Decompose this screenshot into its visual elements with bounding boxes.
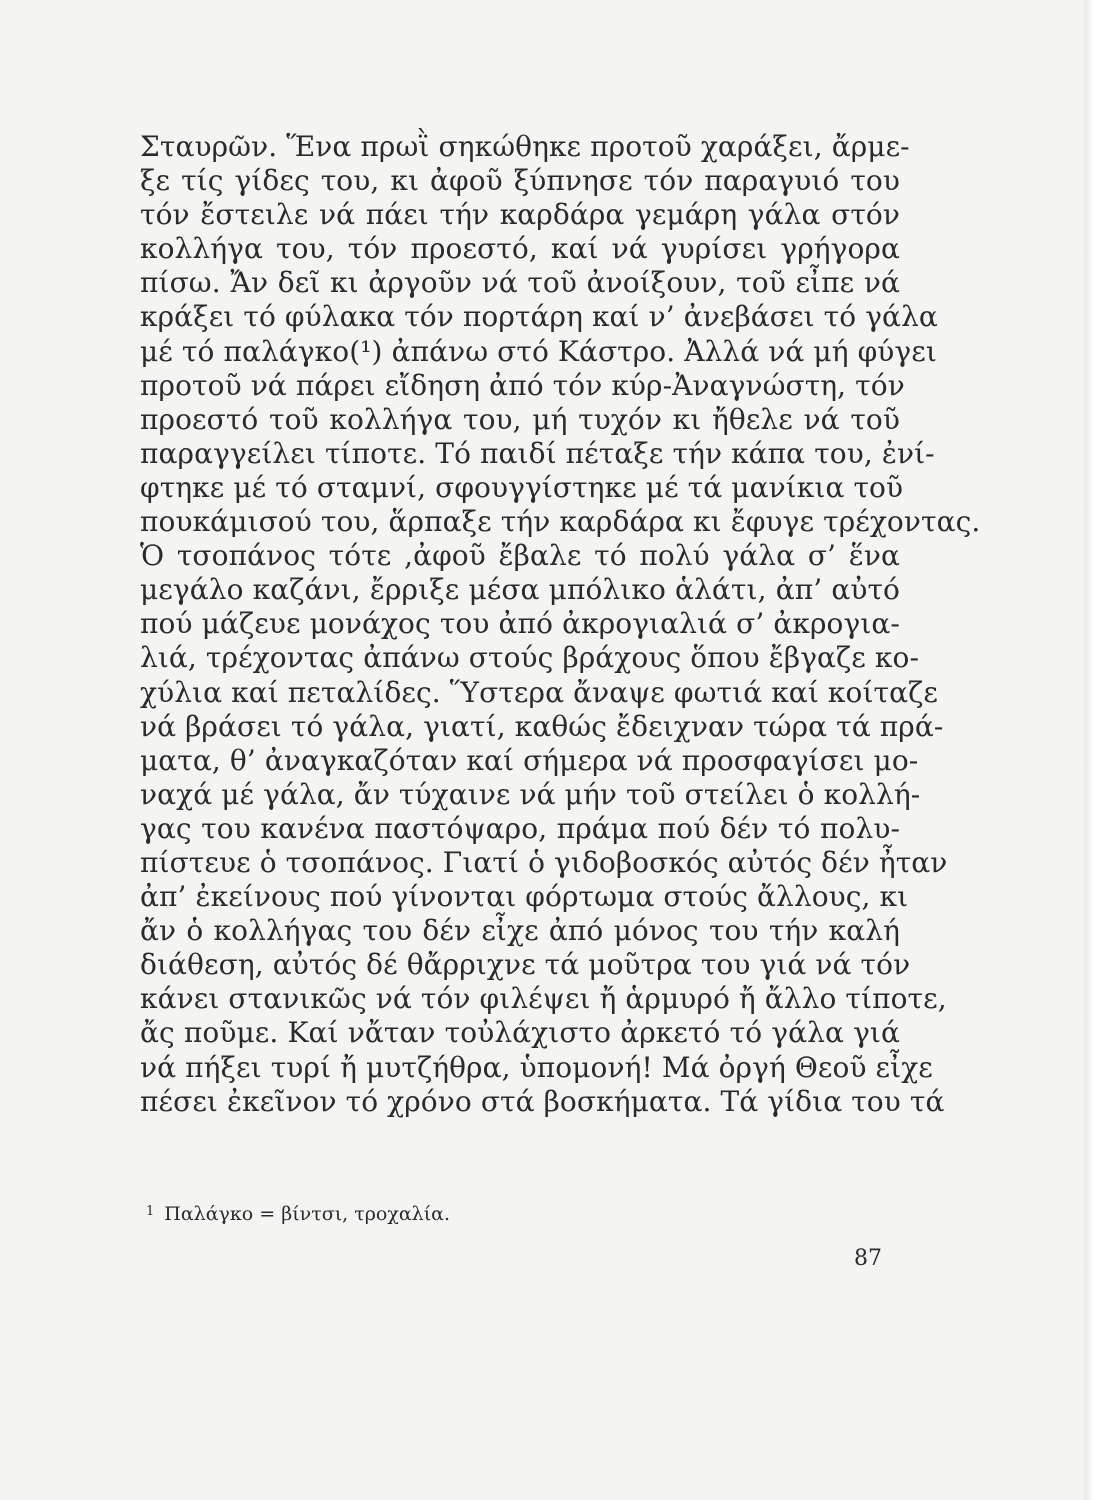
text-line: λιά, τρέχοντας ἀπάνω στούς βράχους ὅπου ἔβγαζε κο- (140, 641, 920, 675)
text-line: κάνει στανικῶς νά τόν φιλέψει ἤ ἁρμυρό ἤ ἄλλο τίποτε, (140, 982, 947, 1016)
text-line: ἄς ποῦμε. Καί νἄταν τοὐλάχιστο ἀρκετό τό γάλα γιά (140, 1016, 900, 1050)
text-line: πέσει ἐκεῖνον τό χρόνο στά βοσκήματα. Τά γίδια του τά (140, 1084, 945, 1118)
text-line: τόν ἔστειλε νά πάει τήν καρδάρα γεμάρη γάλα στόν (140, 198, 900, 232)
page-number: 87 (854, 1246, 882, 1271)
body-text (140, 130, 981, 1119)
text-line: πίστευε ὁ τσοπάνος. Γιατί ὁ γιδοβοσκός αὐτός δέν ἦταν (140, 845, 948, 879)
text-line: κολλήγα του, τόν προεστό, καί νά γυρίσει γρήγορα (140, 232, 900, 266)
page-edge (1084, 0, 1094, 1500)
footnote-text: Παλάγκο = βίντσι, τροχαλία. (164, 1203, 451, 1225)
footnote (146, 1203, 450, 1225)
text-line: νά πήξει τυρί ἤ μυτζήθρα, ὑπομονή! Μά ὀργή Θεοῦ εἶχε (140, 1050, 933, 1084)
text-line: πού μάζευε μονάχος του ἀπό ἀκρογιαλιά σ’ ἀκρογια- (140, 607, 900, 641)
text-line: ἀπ’ ἐκείνους πού γίνονται φόρτωμα στούς ἄλλους, κι (140, 880, 909, 914)
text-line: μέ τό παλάγκο(¹) ἀπάνω στό Κάστρο. Ἀλλά νά μή φύγει (140, 334, 937, 368)
footnote-marker: 1 (146, 1204, 155, 1219)
text-line: πουκάμισού του, ἅρπαξε τήν καρδάρα κι ἔφυγε τρέχοντας. (140, 505, 981, 539)
text-line: Σταυρῶν. Ἕνα πρωῒ σηκώθηκε προτοῦ χαράξει, ἄρμε- (140, 130, 910, 163)
text-line: ξε τίς γίδες του, κι ἀφοῦ ξύπνησε τόν παραγυιό του (140, 164, 900, 198)
text-line: ματα, θ’ ἀναγκαζόταν καί σήμερα νά προσφαγίσει μο- (140, 743, 919, 777)
text-line: μεγάλο καζάνι, ἔρριξε μέσα μπόλικο ἁλάτι, ἀπ’ αὐτό (140, 573, 900, 607)
text-line: διάθεση, αὐτός δέ θἄρριχνε τά μοῦτρα του γιά νά τόν (140, 948, 911, 982)
text-line: κράξει τό φύλακα τόν πορτάρη καί ν’ ἀνεβάσει τό γάλα (140, 300, 938, 334)
text-line: χύλια καί πεταλίδες. Ὕστερα ἄναψε φωτιά καί κοίταζε (140, 675, 939, 709)
text-line: προτοῦ νά πάρει εἴδηση ἀπό τόν κύρ-Ἀναγνώστη, τόν (140, 368, 905, 402)
text-line: νά βράσει τό γάλα, γιατί, καθώς ἔδειχναν τώρα τά πρά- (140, 709, 944, 743)
text-line: Ὁ τσοπάνος τότε ,ἀφοῦ ἔβαλε τό πολύ γάλα σ’ ἕνα (140, 539, 900, 573)
text-line: παραγγείλει τίποτε. Τό παιδί πέταξε τήν κάπα του, ἐνί- (140, 436, 935, 470)
text-line: φτηκε μέ τό σταμνί, σφουγγίστηκε μέ τά μανίκια τοῦ (140, 470, 904, 504)
text-line: γας του κανένα παστόψαρο, πράμα πού δέν τό πολυ- (140, 811, 900, 845)
text-line: πίσω. Ἄν δεῖ κι ἀργοῦν νά τοῦ ἀνοίξουν, τοῦ εἶπε νά (140, 266, 900, 300)
text-line: ναχά μέ γάλα, ἄν τύχαινε νά μήν τοῦ στείλει ὁ κολλή- (140, 777, 921, 811)
text-line: ἄν ὁ κολλήγας του δέν εἶχε ἀπό μόνος του τήν καλή (140, 914, 900, 948)
text-line: προεστό τοῦ κολλήγα του, μή τυχόν κι ἤθελε νά τοῦ (140, 402, 900, 436)
